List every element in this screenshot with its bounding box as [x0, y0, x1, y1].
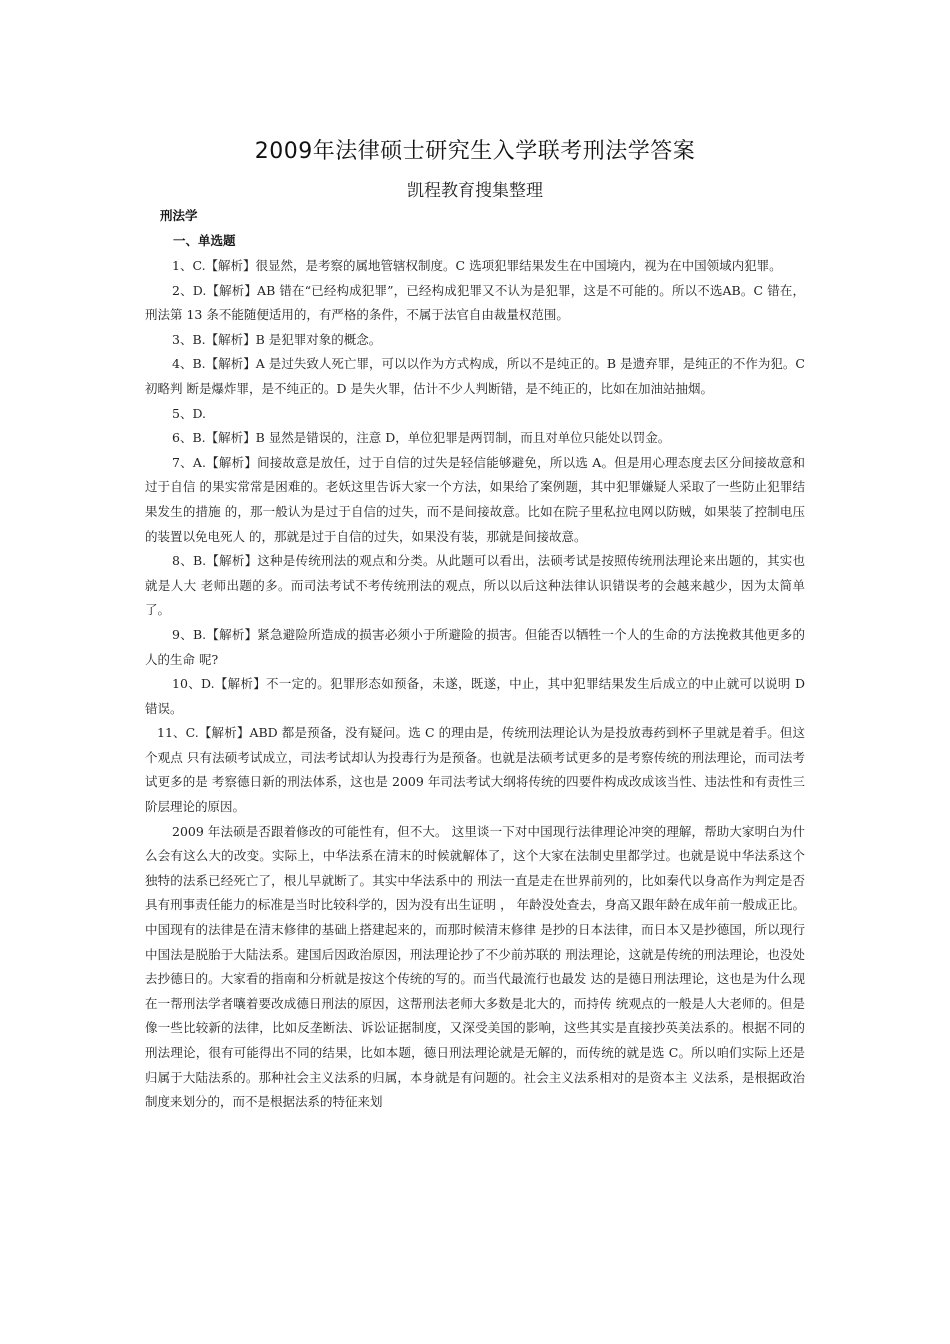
commentary-paragraph: 2009 年法硕是否跟着修改的可能性有，但不大。 这里谈一下对中国现行法律理论冲突的理解，帮助大家明白为什么会有这么大的改变。实际上，中华法系在清末的时候就解体了，这个大家在法制史里都学过。也就是说中华法系这个独特的法系已经死亡了，根儿早就断了。其实中华法系中的 刑法一直是走在世界前列的，比如秦代以身高作为判定是否具有刑事责任能力的标准是当时比较科学的，因为没有出生证明 ， 年龄没处查去，身高又跟年龄在成年前一般成正比。中国现有的法律是在清末修律的基础上搭建起来的，而那时候清末修律 是抄的日本法律，而日本又是抄德国，所以现行中国法是脱胎于大陆法系。建国后因政治原因，刑法理论抄了不少前苏联的 刑法理论，这就是传统的刑法理论，也没处去抄德日的。大家看的指南和分析就是按这个传统的写的。而当代最流行也最发 达的是德日刑法理论，这也是为什么现在一帮刑法学者嚷着要改成德日刑法的原因，这帮刑法老师大多数是北大的，而持传 统观点的一般是人大老师的。但是像一些比较新的法律，比如反垄断法、诉讼证据制度，又深受美国的影响，这些其实是直接抄英美法系的。根据不同的刑法理论，很有可能得出不同的结果，比如本题，德日刑法理论就是无解的，而传统的就是选 C。所以咱们实际上还是归属于大陆法系的。那种社会主义法系的归属，本身就是有问题的。社会主义法系相对的是资本主 义法系，是根据政治制度来划分的，而不是根据法系的特征来划 [145, 823, 805, 1110]
section-heading: 刑法学 [160, 208, 198, 223]
answer-paragraph-5: 5、D. [172, 405, 207, 421]
document-title: 2009年法律硕士研究生入学联考刑法学答案 [254, 139, 696, 164]
answer-paragraph-4: 4、B.【解析】A 是过失致人死亡罪，可以以作为方式构成，所以不是纯正的。B 是遗弃罪，是纯正的不作为犯。C 初略判 断是爆炸罪，是不纯正的。D 是失火罪，估计不少人判断错，是不纯正的，比如在加油站抽烟。 [145, 356, 805, 396]
answer-paragraph-9: 9、B.【解析】紧急避险所造成的损害必须小于所避险的损害。但能否以牺牲一个人的生命的方法挽救其他更多的人的生命 呢? [145, 626, 805, 667]
answer-paragraph-11: 11、C.【解析】ABD 都是预备，没有疑问。选 C 的理由是，传统刑法理论认为是投放毒药到杯子里就是着手。但这个观点 只有法硕考试成立，司法考试却认为投毒行为是预备。也就是法硕考试更多的是考察传统的刑法理论，而司法考试更多的是 考察德日新的刑法体系，这也是 2009 年司法考试大纲将传统的四要件构成改成该当性、违法性和有责性三阶层理论的原因。 [145, 725, 805, 815]
answer-paragraph-7: 7、A.【解析】间接故意是放任，过于自信的过失是轻信能够避免，所以选 A。但是用心理态度去区分间接故意和过于自信 的果实常常是困难的。老妖这里告诉大家一个方法，如果给了案例题，其中犯罪嫌疑人采取了一些防止犯罪结果发生的措施 的，那一般认为是过于自信的过失，而不是间接故意。比如在院子里私拉电网以防贼，如果装了控制电压的装置以免电死人 的，那就是过于自信的过失，如果没有装，那就是间接故意。 [145, 454, 805, 544]
answer-paragraph-10: 10、D.【解析】不一定的。犯罪形态如预备，未遂，既遂，中止，其中犯罪结果发生后成立的中止就可以说明 D 错误。 [145, 676, 805, 716]
answer-paragraph-8: 8、B.【解析】这种是传统刑法的观点和分类。从此题可以看出，法硕考试是按照传统刑法理论来出题的，其实也就是人大 老师出题的多。而司法考试不考传统刑法的观点，所以以后这种法律认识错误考的会越来越少，因为太简单了。 [145, 553, 805, 618]
answer-body [145, 254, 805, 1115]
answer-paragraph-1: 1、C.【解析】很显然，是考察的属地管辖权制度。C 选项犯罪结果发生在中国境内，视为在中国领域内犯罪。 [172, 258, 782, 273]
document-subtitle: 凯程教育搜集整理 [407, 181, 543, 201]
answer-paragraph-3: 3、B.【解析】B 是犯罪对象的概念。 [172, 331, 382, 347]
answer-paragraph-6: 6、B.【解析】B 显然是错误的，注意 D，单位犯罪是两罚制，而且对单位只能处以罚金。 [172, 430, 671, 446]
answer-paragraph-2: 2、D.【解析】AB 错在“已经构成犯罪”，已经构成犯罪又不认为是犯罪，这是不可能的。所以不选AB。C 错在，刑法第 13 条不能随便适用的，有严格的条件，不属于法官自由裁量权范围。 [145, 282, 805, 323]
subsection-heading: 一、单选题 [173, 233, 236, 248]
